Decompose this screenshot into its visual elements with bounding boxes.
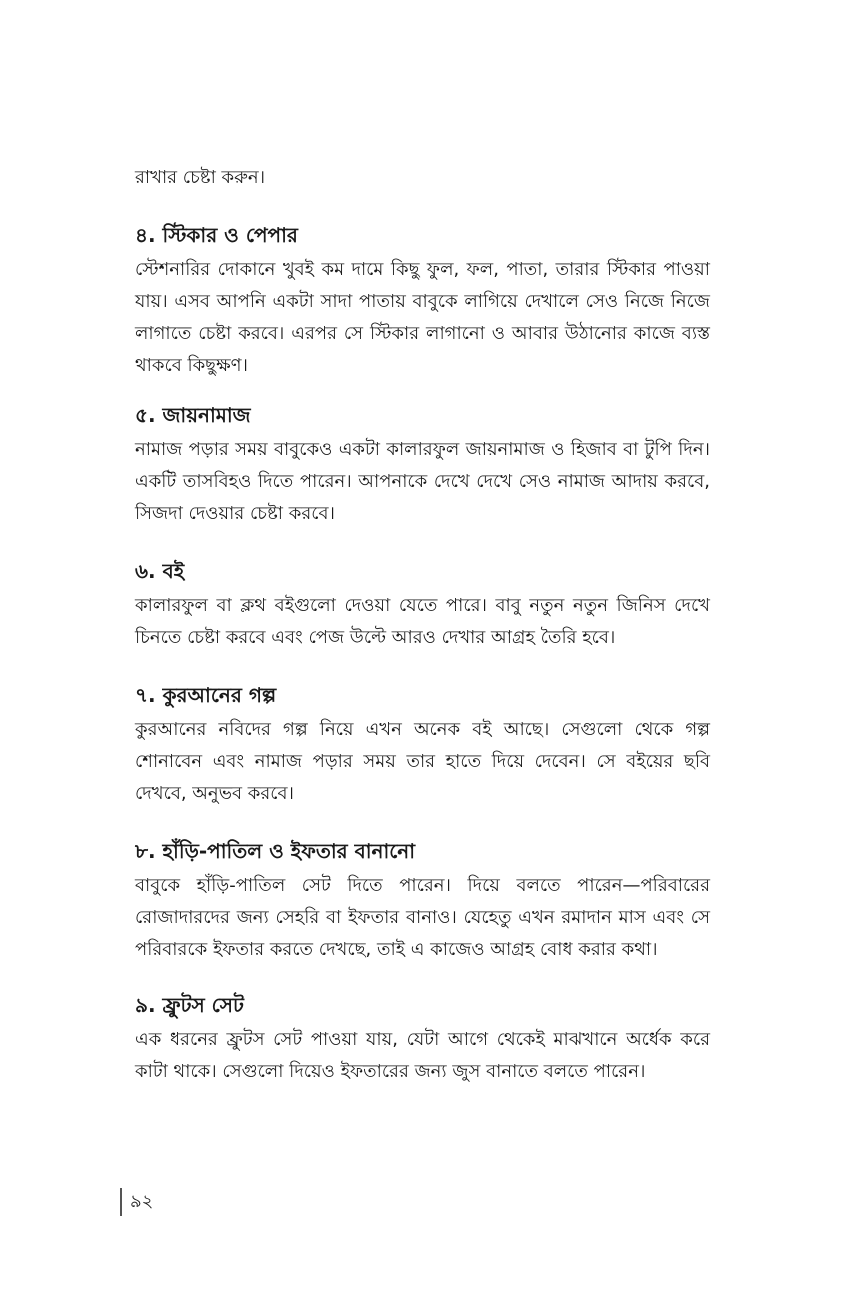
section-heading: ৭. কুরআনের গল্প <box>135 683 277 707</box>
section-heading: ৮. হাঁড়ি-পাতিল ও ইফতার বানানো <box>135 839 416 863</box>
section-body: স্টেশনারির দোকানে খুবই কম দামে কিছু ফুল, ফল, পাতা, তারার স্টিকার পাওয়া যায়। এসব আপনি একটা সাদা পাতায় বাবুকে লাগিয়ে দেখালে সেও নিজে নিজে লাগাতে চেষ্টা করবে। এরপর সে স্টিকার লাগানো ও আবার উঠানোর কাজে ব্যস্ত থাকবে কিছুক্ষণ। <box>135 259 710 376</box>
section-heading: ৯. ফ্রুটস সেট <box>135 993 244 1017</box>
footer-divider <box>120 1188 122 1216</box>
page-number: ৯২ <box>130 1190 154 1212</box>
section-body: এক ধরনের ফ্রুটস সেট পাওয়া যায়, যেটা আগে থেকেই মাঝখানে অর্ধেক করে কাটা থাকে। সেগুলো দিয়েও ইফতারের জন্য জুস বানাতে বলতে পারেন। <box>135 1029 710 1082</box>
section-body: কুরআনের নবিদের গল্প নিয়ে এখন অনেক বই আছে। সেগুলো থেকে গল্প শোনাবেন এবং নামাজ পড়ার সময় তার হাতে দিয়ে দেবেন। সে বইয়ের ছবি দেখবে, অনুভব করবে। <box>135 719 710 804</box>
section-sticker-paper <box>135 220 710 382</box>
section-body: কালারফুল বা ক্লথ বইগুলো দেওয়া যেতে পারে। বাবু নতুন নতুন জিনিস দেখে চিনতে চেষ্টা করবে এবং পেজ উল্টে আরও দেখার আগ্রহ তৈরি হবে। <box>135 595 710 648</box>
section-heading: ৬. বই <box>135 559 185 583</box>
section-body: বাবুকে হাঁড়ি-পাতিল সেট দিতে পারেন। দিয়ে বলতে পারেন—পরিবারের রোজাদারদের জন্য সেহরি বা ইফতার বানাও। যেহেতু এখন রমাদান মাস এবং সে পরিবারকে ইফতার করতে দেখছে, তাই এ কাজেও আগ্রহ বোধ করার কথা। <box>135 875 710 960</box>
intro-paragraph: রাখার চেষ্টা করুন। <box>135 167 266 188</box>
section-fruits-set <box>135 990 710 1088</box>
section-quran-stories <box>135 680 710 810</box>
section-jaynamaz <box>135 400 710 530</box>
section-heading: ৪. স্টিকার ও পেপার <box>135 223 298 247</box>
page-footer <box>120 1188 153 1216</box>
section-body: নামাজ পড়ার সময় বাবুকেও একটা কালারফুল জায়নামাজ ও হিজাব বা টুপি দিন। একটি তাসবিহও দিতে পারেন। আপনাকে দেখে দেখে সেও নামাজ আদায় করবে, সিজদা দেওয়ার চেষ্টা করবে। <box>135 439 710 524</box>
section-books <box>135 556 710 654</box>
section-pots-iftar <box>135 836 710 966</box>
section-heading: ৫. জায়নামাজ <box>135 403 251 427</box>
